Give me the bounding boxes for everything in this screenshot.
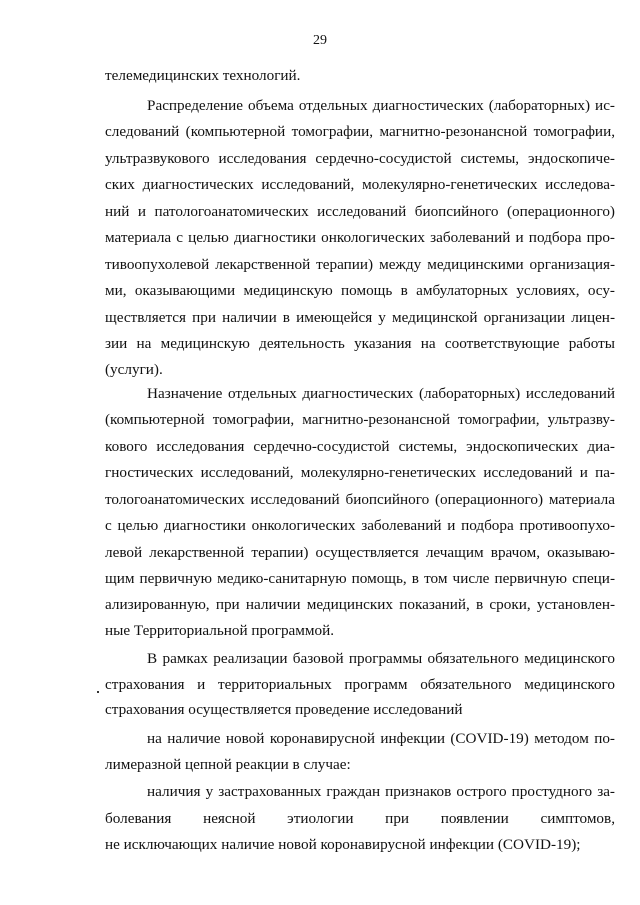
paragraph-first-line: наличия у застрахованных граждан признаков острого простудного за- xyxy=(147,783,615,800)
text-line: (услуги). xyxy=(105,361,163,378)
text-line: левой лекарственной терапии) осуществляется лечащим врачом, оказываю- xyxy=(105,544,615,561)
text-line: (компьютерной томографии, магнитно-резонансной томографии, ультразву- xyxy=(105,411,615,428)
paragraph-first-line: В рамках реализации базовой программы обязательного медицинского xyxy=(147,650,615,667)
paragraph-first-line: на наличие новой коронавирусной инфекции (COVID-19) методом по- xyxy=(147,730,615,747)
scan-speck xyxy=(97,691,99,693)
text-line: тивоопухолевой лекарственной терапии) между медицинскими организация- xyxy=(105,256,615,273)
paragraph-first-line: Распределение объема отдельных диагностических (лабораторных) ис- xyxy=(147,97,615,114)
text-line: ные Территориальной программой. xyxy=(105,622,335,639)
text-line: ми, оказывающими медицинскую помощь в амбулаторных условиях, осу- xyxy=(105,282,615,299)
text-line: следований (компьютерной томографии, магнитно-резонансной томографии, xyxy=(105,123,615,140)
text-line: ализированную, при наличии медицинских показаний, в сроки, установлен- xyxy=(105,596,615,613)
text-line: болевания неясной этиологии при появлении симптомов, xyxy=(105,810,615,827)
paragraph-first-line: Назначение отдельных диагностических (лабораторных) исследований xyxy=(147,385,615,402)
text-line: зии на медицинскую деятельность указания на соответствующие работы xyxy=(105,335,615,352)
text-line: материала с целью диагностики онкологических заболеваний и подбора про- xyxy=(105,229,615,246)
text-line: ультразвукового исследования сердечно-сосудистой системы, эндоскопиче- xyxy=(105,150,615,167)
text-line: не исключающих наличие новой коронавирусной инфекции (COVID-19); xyxy=(105,836,581,853)
text-line: ских диагностических исследований, молекулярно-генетических исследова- xyxy=(105,176,615,193)
text-line: страхования осуществляется проведение исследований xyxy=(105,701,463,718)
text-line: кового исследования сердечно-сосудистой системы, эндоскопических диа- xyxy=(105,438,615,455)
text-line: тологоанатомических исследований биопсийного (операционного) материала xyxy=(105,491,615,508)
text-line: лимеразной цепной реакции в случае: xyxy=(105,756,351,773)
text-line: страхования и территориальных программ обязательного медицинского xyxy=(105,676,615,693)
text-line: ществляется при наличии в имеющейся у медицинской организации лицен- xyxy=(105,309,615,326)
text-line: с целью диагностики онкологических заболеваний и подбора противоопухо- xyxy=(105,517,615,534)
page-number: 29 xyxy=(313,33,327,48)
text-line: ний и патологоанатомических исследований биопсийного (операционного) xyxy=(105,203,615,220)
text-line: гностических исследований, молекулярно-генетических исследований и па- xyxy=(105,464,615,481)
text-line: щим первичную медико-санитарную помощь, в том числе первичную специ- xyxy=(105,570,615,587)
text-line: телемедицинских технологий. xyxy=(105,67,301,84)
